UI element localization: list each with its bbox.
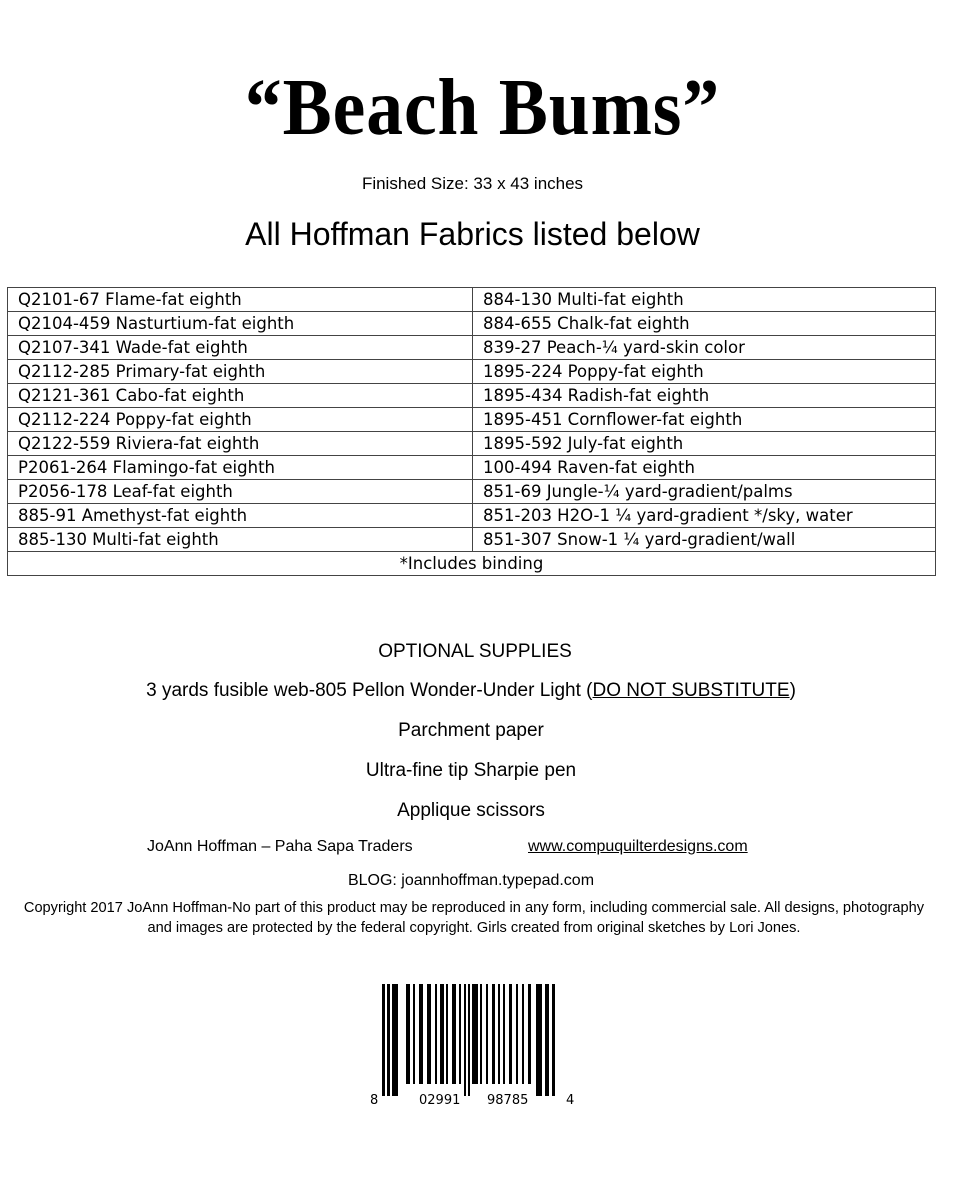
blog-link[interactable]: BLOG: joannhoffman.typepad.com	[347, 872, 595, 889]
fabric-cell: 884-130 Multi-fat eighth	[473, 288, 936, 312]
table-row	[8, 336, 936, 360]
supply-fusible-text: 3 yards fusible web-805 Pellon Wonder-Under Light (	[146, 680, 593, 701]
author-credit: JoAnn Hoffman – Paha Sapa Traders	[147, 838, 413, 855]
supply-item: Applique scissors	[397, 800, 545, 821]
copyright-notice: Copyright 2017 JoAnn Hoffman-No part of this product may be reproduced in any form, including commercial sale. All designs, photography and images are protected by the federal copyright. Girls created from original sketches by Lori Jones.	[23, 900, 925, 936]
fabric-cell: Q2107-341 Wade-fat eighth	[8, 336, 473, 360]
fabric-cell: Q2112-285 Primary-fat eighth	[8, 360, 473, 384]
fabric-cell: 1895-451 Cornflower-fat eighth	[473, 408, 936, 432]
fabric-cell: 839-27 Peach-¼ yard-skin color	[473, 336, 936, 360]
table-row	[8, 408, 936, 432]
fabric-cell: Q2122-559 Riviera-fat eighth	[8, 432, 473, 456]
fabric-cell: 100-494 Raven-fat eighth	[473, 456, 936, 480]
fabric-cell: 851-307 Snow-1 ¼ yard-gradient/wall	[473, 528, 936, 552]
supply-fusible-close: )	[789, 680, 796, 701]
fabric-cell: 1895-224 Poppy-fat eighth	[473, 360, 936, 384]
table-row	[8, 528, 936, 552]
pattern-title: “Beach Bums”	[244, 64, 721, 152]
fabric-cell: 1895-434 Radish-fat eighth	[473, 384, 936, 408]
table-row	[8, 360, 936, 384]
table-row	[8, 504, 936, 528]
barcode-digit-system: 8	[370, 1093, 379, 1108]
table-footnote-row	[8, 552, 936, 576]
fabric-cell: 885-130 Multi-fat eighth	[8, 528, 473, 552]
fabric-cell: 1895-592 July-fat eighth	[473, 432, 936, 456]
barcode-digits-right: 98785	[487, 1093, 529, 1108]
table-row	[8, 480, 936, 504]
table-row	[8, 312, 936, 336]
fabric-cell: 885-91 Amethyst-fat eighth	[8, 504, 473, 528]
fabric-cell: P2056-178 Leaf-fat eighth	[8, 480, 473, 504]
barcode-digit-check: 4	[566, 1093, 575, 1108]
barcode-bars	[382, 984, 562, 1096]
table-row	[8, 432, 936, 456]
supply-item: Ultra-fine tip Sharpie pen	[365, 760, 577, 781]
fabric-cell: 851-203 H2O-1 ¼ yard-gradient */sky, water	[473, 504, 936, 528]
fabric-cell: 851-69 Jungle-¼ yard-gradient/palms	[473, 480, 936, 504]
finished-size: Finished Size: 33 x 43 inches	[361, 174, 584, 193]
fabric-cell: Q2112-224 Poppy-fat eighth	[8, 408, 473, 432]
fabrics-table	[7, 287, 936, 576]
supply-item: Parchment paper	[398, 720, 544, 741]
barcode-digits-left: 02991	[419, 1093, 461, 1108]
table-row	[8, 384, 936, 408]
do-not-substitute-warning: DO NOT SUBSTITUTE	[592, 680, 790, 701]
website-link[interactable]: www.compuquilterdesigns.com	[528, 838, 748, 855]
fabric-cell: Q2101-67 Flame-fat eighth	[8, 288, 473, 312]
binding-footnote: *Includes binding	[8, 552, 936, 576]
supply-fusible-web	[0, 679, 942, 703]
fabric-cell: Q2104-459 Nasturtium-fat eighth	[8, 312, 473, 336]
optional-supplies-heading: OPTIONAL SUPPLIES	[378, 641, 572, 662]
fabric-cell: P2061-264 Flamingo-fat eighth	[8, 456, 473, 480]
fabric-cell: Q2121-361 Cabo-fat eighth	[8, 384, 473, 408]
fabric-cell: 884-655 Chalk-fat eighth	[473, 312, 936, 336]
upc-barcode	[368, 980, 578, 1110]
table-row	[8, 456, 936, 480]
table-row	[8, 288, 936, 312]
fabrics-subtitle: All Hoffman Fabrics listed below	[245, 216, 700, 252]
